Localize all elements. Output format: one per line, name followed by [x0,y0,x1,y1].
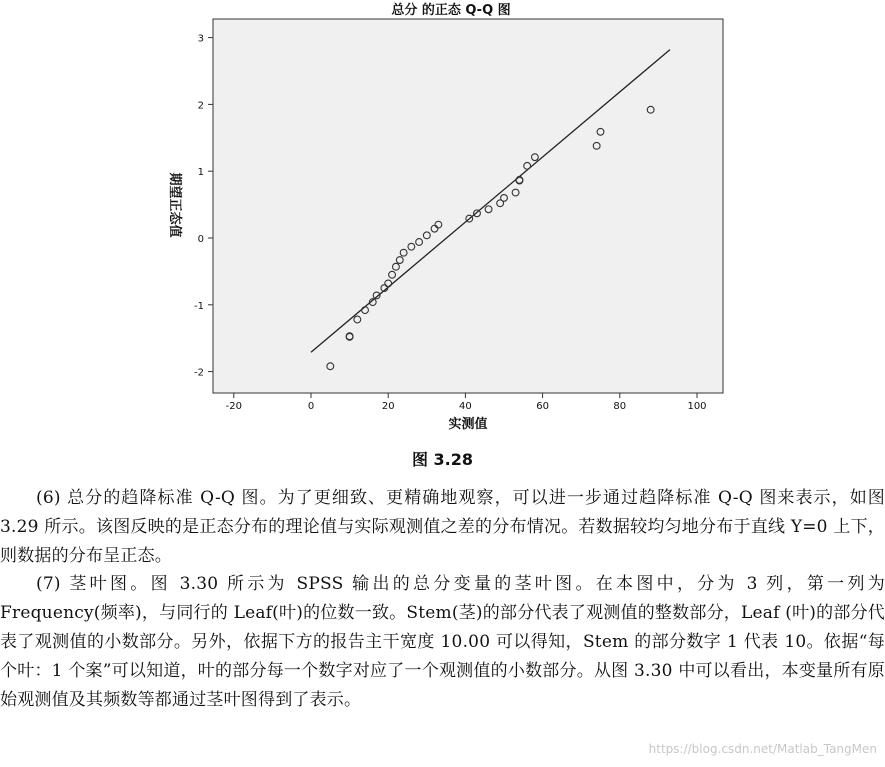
y-tick-label: -1 [194,300,204,312]
x-tick-label: 40 [459,401,472,412]
chart-title: 总分 的正态 Q-Q 图 [391,3,511,18]
x-tick-label: 80 [613,401,627,412]
x-tick-label: -20 [225,401,242,412]
x-tick-label: 60 [536,401,549,412]
y-axis-label: 期望正态值 [167,172,182,238]
paragraph-6: (6) 总分的趋降标准 Q-Q 图。为了更细致、更精确地观察，可以进一步通过趋降标准 Q-Q 图来表示，如图 3.29 所示。该图反映的是正态分布的理论值与实际观测值之差的分布情况。若数据较均匀地分布于直线 Y=0 上下，则数据的分布呈正态。 [0,488,885,566]
paragraph-7: (7) 茎叶图。图 3.30 所示为 SPSS 输出的总分变量的茎叶图。在本图中，分为 3 列，第一列为 Frequency(频率)，与同行的 Leaf(叶)的位数一致。Stem(茎)的部分代表了观测值的整数部分，Leaf (叶)的部分代表了观测值的小数部分。另外，依据下方的报告主干宽度 10.00 可以得知，Stem 的部分数字 1 代表 10。依据“每个叶：1 个案”可以知道，叶的部分每一个数字对应了一个观测值的小数部分。从图 3.30 中可以看出，本变量所有原始观测值及其频数等都通过茎叶图得到了表示。 [0,574,885,710]
x-tick-label: 100 [687,401,707,412]
x-tick-label: 20 [381,401,395,412]
figure-caption: 图 3.28 [411,450,474,469]
x-axis-label: 实测值 [448,417,488,432]
plot-area [213,19,723,393]
y-tick-label: 1 [197,167,204,179]
x-tick-label: 0 [307,401,315,412]
y-tick-label: 2 [197,100,204,112]
watermark: https://blog.csdn.net/Matlab_TangMen [648,742,877,756]
y-tick-label: 3 [197,33,204,45]
y-tick-label: -2 [194,367,204,379]
y-tick-label: 0 [197,234,204,245]
